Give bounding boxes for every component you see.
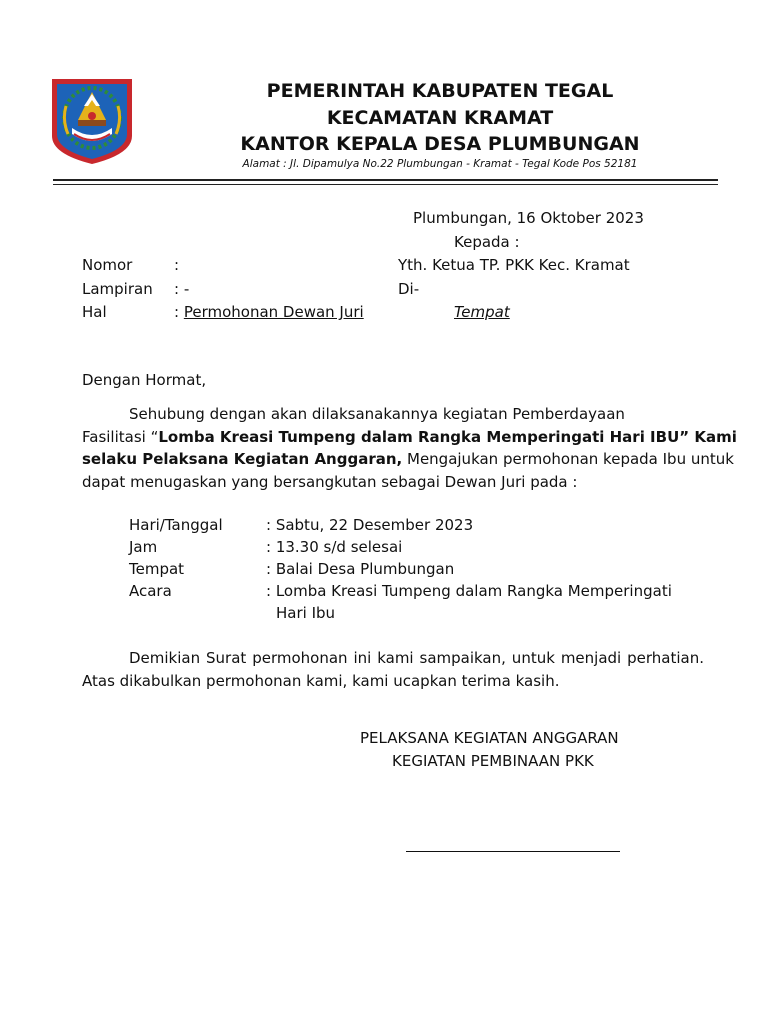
header-rule-thin: [53, 184, 718, 185]
body-line-4: dapat menugaskan yang bersangkutan sebagai Dewan Juri pada :: [82, 472, 578, 491]
detail-label-place: Tempat: [129, 560, 185, 578]
body-line-3-b: Mengajukan permohonan kepada Ibu untuk: [402, 450, 734, 468]
recipient-di: Di-: [398, 280, 420, 298]
meta-label-lampiran: Lampiran: [82, 280, 153, 298]
recipient-name: Yth. Ketua TP. PKK Kec. Kramat: [398, 256, 630, 274]
meta-hal: [174, 302, 364, 322]
body-paragraph: [82, 403, 737, 493]
detail-label-time: Jam: [129, 538, 158, 556]
closing-line-2: Atas dikabulkan permohonan kami, kami ucapkan terima kasih.: [82, 671, 560, 690]
meta-value-lampiran: : -: [174, 280, 190, 298]
meta-value-hal: Permohonan Dewan Juri: [183, 303, 364, 321]
meta-label-nomor: Nomor: [82, 256, 133, 274]
signature-line: [406, 851, 620, 852]
salutation: Dengan Hormat,: [82, 371, 207, 389]
body-line-2-a: Fasilitasi “: [82, 427, 159, 446]
body-line-1: Sehubung dengan akan dilaksanakannya kegiatan Pemberdayaan: [129, 405, 625, 423]
body-line-2: [82, 426, 737, 449]
header-address: Alamat : Jl. Dipamulya No.22 Plumbungan - Kramat - Tegal Kode Pos 52181: [242, 158, 638, 170]
body-line-3: [82, 448, 734, 471]
meta-colon-hal: :: [174, 303, 184, 321]
header-rule-thick: [53, 179, 718, 181]
header-district: KECAMATAN KRAMAT: [326, 107, 554, 129]
event-name: Lomba Kreasi Tumpeng dalam Rangka Memperingati Hari IBU” Kami: [158, 427, 737, 446]
place-date: Plumbungan, 16 Oktober 2023: [413, 209, 644, 227]
header-government: PEMERINTAH KABUPATEN TEGAL: [266, 80, 614, 102]
signature-title-1: PELAKSANA KEGIATAN ANGGARAN: [360, 729, 619, 747]
recipient-heading: Kepada :: [454, 233, 520, 251]
detail-label-date: Hari/Tanggal: [129, 516, 223, 534]
kabupaten-tegal-emblem: [48, 76, 136, 166]
detail-value-event: : Lomba Kreasi Tumpeng dalam Rangka Memperingati: [266, 582, 672, 600]
header-office: KANTOR KEPALA DESA PLUMBUNGAN: [240, 133, 640, 155]
meta-label-hal: Hal: [82, 303, 107, 321]
recipient-place: Tempat: [454, 303, 510, 321]
detail-value-date: : Sabtu, 22 Desember 2023: [266, 516, 474, 534]
sender-role: selaku Pelaksana Kegiatan Anggaran,: [82, 450, 403, 468]
detail-value-place: : Balai Desa Plumbungan: [266, 560, 455, 578]
detail-value-event-cont: Hari Ibu: [276, 604, 336, 622]
detail-value-time: : 13.30 s/d selesai: [266, 538, 403, 556]
meta-value-nomor: :: [174, 256, 180, 274]
detail-label-event: Acara: [129, 582, 172, 600]
signature-title-2: KEGIATAN PEMBINAAN PKK: [392, 752, 594, 770]
closing-line-1: Demikian Surat permohonan ini kami sampaikan, untuk menjadi perhatian.: [129, 649, 704, 667]
closing-paragraph: [82, 647, 704, 692]
